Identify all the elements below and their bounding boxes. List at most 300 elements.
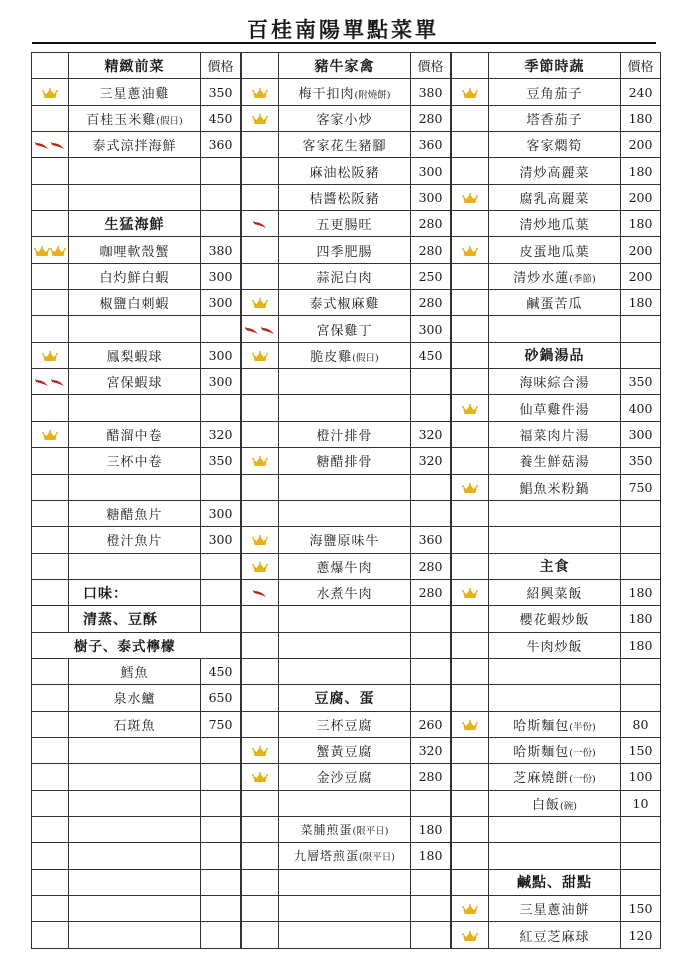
icon-cell bbox=[242, 105, 279, 131]
dish-name bbox=[489, 421, 621, 447]
dish-name bbox=[279, 316, 411, 342]
price-header: 價格 bbox=[411, 53, 451, 79]
icon-cell bbox=[452, 579, 489, 605]
icon-cell bbox=[242, 448, 279, 474]
icon-cell bbox=[32, 290, 69, 316]
dish-price: 280 bbox=[411, 764, 451, 790]
icon-cell bbox=[242, 500, 279, 526]
crown-icon bbox=[252, 298, 268, 309]
dish-name bbox=[489, 290, 621, 316]
icon-cell bbox=[32, 527, 69, 553]
dish-name-text: 鹹蛋苦瓜 bbox=[526, 297, 583, 313]
dish-note: (一份) bbox=[569, 748, 596, 760]
dish-name-text: 清炒高麗菜 bbox=[519, 165, 590, 181]
table-row bbox=[32, 790, 661, 816]
empty-cell bbox=[489, 843, 621, 869]
icon-cell bbox=[452, 869, 489, 895]
dish-price: 400 bbox=[621, 395, 661, 421]
dish-name-text: 五更腸旺 bbox=[316, 218, 373, 234]
dish-price: 450 bbox=[201, 105, 241, 131]
dish-price: 300 bbox=[201, 290, 241, 316]
menu-title: 百桂南陽單點菜單 bbox=[247, 18, 439, 42]
dish-name bbox=[489, 184, 621, 210]
dish-name bbox=[279, 342, 411, 368]
dish-note: (限平日) bbox=[352, 826, 389, 838]
category-header bbox=[279, 685, 411, 711]
empty-cell bbox=[279, 606, 411, 632]
icon-cell bbox=[242, 553, 279, 579]
icon-cell bbox=[32, 922, 69, 948]
dish-name-text: 三星蔥油餅 bbox=[519, 903, 590, 919]
section-heading bbox=[489, 869, 621, 895]
icon-cell bbox=[452, 896, 489, 922]
category-header bbox=[489, 53, 621, 79]
icon-cell bbox=[242, 290, 279, 316]
dish-price: 280 bbox=[411, 105, 451, 131]
dish-name bbox=[279, 421, 411, 447]
icon-cell bbox=[452, 369, 489, 395]
icon-cell bbox=[452, 211, 489, 237]
icon-cell bbox=[242, 474, 279, 500]
empty-cell bbox=[621, 342, 661, 368]
dish-price: 180 bbox=[621, 211, 661, 237]
icon-cell bbox=[32, 132, 69, 158]
dish-price: 180 bbox=[621, 606, 661, 632]
dish-name bbox=[279, 527, 411, 553]
dish-name bbox=[69, 448, 201, 474]
section-heading bbox=[69, 579, 201, 605]
dish-name-text: 櫻花蝦炒飯 bbox=[519, 613, 590, 629]
crown-icon bbox=[252, 772, 268, 783]
dish-name bbox=[279, 132, 411, 158]
table-row bbox=[32, 658, 661, 684]
icon-cell bbox=[452, 342, 489, 368]
chili-pepper-icon bbox=[253, 589, 267, 598]
empty-cell bbox=[279, 896, 411, 922]
icon-cell bbox=[242, 369, 279, 395]
empty-cell bbox=[411, 658, 451, 684]
dish-name-text: 清炒地瓜葉 bbox=[519, 218, 590, 234]
section-heading bbox=[69, 606, 201, 632]
table-row bbox=[32, 395, 661, 421]
icon-cell bbox=[32, 658, 69, 684]
icon-cell bbox=[452, 132, 489, 158]
dish-name-text: 宮保蝦球 bbox=[106, 376, 163, 392]
icon-cell bbox=[452, 922, 489, 948]
empty-cell bbox=[411, 632, 451, 658]
icon-cell bbox=[452, 816, 489, 842]
empty-cell bbox=[621, 685, 661, 711]
icon-cell bbox=[32, 869, 69, 895]
empty-cell bbox=[489, 658, 621, 684]
icon-cell bbox=[242, 606, 279, 632]
dish-price: 380 bbox=[201, 237, 241, 263]
icon-cell bbox=[242, 869, 279, 895]
icon-cell bbox=[452, 237, 489, 263]
table-row bbox=[32, 263, 661, 289]
dish-name-text: 脆皮雞 bbox=[310, 349, 353, 365]
icon-cell bbox=[32, 421, 69, 447]
dish-name-text: 醋溜中卷 bbox=[106, 428, 163, 444]
dish-name-text: 糖醋魚片 bbox=[106, 508, 163, 524]
icon-cell bbox=[242, 632, 279, 658]
chili-pepper-icon bbox=[51, 141, 65, 150]
dish-price: 150 bbox=[621, 896, 661, 922]
table-row bbox=[32, 816, 661, 842]
dish-price: 750 bbox=[201, 711, 241, 737]
dish-price: 350 bbox=[621, 448, 661, 474]
dish-note: (假日) bbox=[156, 115, 183, 127]
icon-cell bbox=[452, 632, 489, 658]
table-row bbox=[32, 685, 661, 711]
empty-cell bbox=[201, 869, 241, 895]
dish-name-text: 哈斯麵包 bbox=[513, 718, 570, 734]
dish-name bbox=[279, 79, 411, 105]
dish-name bbox=[489, 896, 621, 922]
dish-name-text: 桔醬松阪豬 bbox=[309, 191, 380, 207]
dish-name bbox=[69, 290, 201, 316]
icon-cell bbox=[452, 737, 489, 763]
crown-icon bbox=[462, 931, 478, 942]
empty-cell bbox=[201, 922, 241, 948]
empty-cell bbox=[201, 395, 241, 421]
dish-name bbox=[489, 132, 621, 158]
table-row bbox=[32, 132, 661, 158]
dish-name-text: 客家小炒 bbox=[316, 112, 373, 128]
dish-name bbox=[489, 474, 621, 500]
icon-cell bbox=[242, 79, 279, 105]
empty-cell bbox=[411, 685, 451, 711]
dish-name bbox=[279, 184, 411, 210]
dish-note: (半份) bbox=[569, 721, 596, 733]
icon-cell bbox=[32, 500, 69, 526]
menu-table bbox=[31, 52, 661, 949]
table-row bbox=[32, 53, 661, 79]
dish-price: 320 bbox=[201, 421, 241, 447]
crown-icon bbox=[34, 246, 50, 257]
empty-cell bbox=[279, 632, 411, 658]
icon-cell bbox=[242, 922, 279, 948]
heading-text: 豬牛家禽 bbox=[314, 58, 375, 75]
dish-name bbox=[279, 105, 411, 131]
dish-note: (限平日) bbox=[359, 852, 395, 864]
price-header: 價格 bbox=[201, 53, 241, 79]
icon-cell bbox=[32, 184, 69, 210]
icon-cell bbox=[452, 685, 489, 711]
dish-name bbox=[279, 843, 411, 869]
dish-name bbox=[279, 158, 411, 184]
dish-name-text: 宮保雞丁 bbox=[316, 323, 373, 339]
chili-pepper-icon bbox=[253, 220, 267, 229]
dish-name bbox=[279, 448, 411, 474]
table-row bbox=[32, 474, 661, 500]
dish-price: 360 bbox=[411, 132, 451, 158]
icon-cell bbox=[242, 263, 279, 289]
dish-name bbox=[489, 105, 621, 131]
empty-cell bbox=[411, 790, 451, 816]
crown-icon bbox=[462, 904, 478, 915]
icon-cell bbox=[242, 342, 279, 368]
dish-name bbox=[69, 527, 201, 553]
empty-cell bbox=[69, 896, 201, 922]
icon-cell bbox=[32, 474, 69, 500]
dish-name bbox=[279, 711, 411, 737]
empty-cell bbox=[69, 395, 201, 421]
dish-name bbox=[489, 579, 621, 605]
dish-price: 180 bbox=[411, 843, 451, 869]
dish-name bbox=[489, 922, 621, 948]
dish-name-text: 咖哩軟殼蟹 bbox=[99, 244, 170, 260]
icon-cell bbox=[32, 237, 69, 263]
category-header bbox=[69, 53, 201, 79]
dish-name bbox=[279, 579, 411, 605]
heading-text: 豆腐、蛋 bbox=[314, 690, 375, 707]
dish-name bbox=[69, 342, 201, 368]
dish-price: 300 bbox=[411, 158, 451, 184]
table-row bbox=[32, 896, 661, 922]
empty-cell bbox=[69, 790, 201, 816]
dish-name bbox=[489, 764, 621, 790]
icon-cell bbox=[32, 105, 69, 131]
icon-cell bbox=[452, 474, 489, 500]
dish-name-text: 客家花生豬腳 bbox=[302, 139, 387, 155]
empty-cell bbox=[411, 395, 451, 421]
dish-price: 300 bbox=[621, 421, 661, 447]
table-row bbox=[32, 290, 661, 316]
dish-name-text: 哈斯麵包 bbox=[513, 745, 570, 761]
table-row bbox=[32, 211, 661, 237]
icon-cell bbox=[242, 158, 279, 184]
empty-cell bbox=[621, 553, 661, 579]
crown-icon bbox=[462, 193, 478, 204]
dish-name bbox=[489, 737, 621, 763]
dish-name bbox=[489, 79, 621, 105]
crown-icon bbox=[462, 246, 478, 257]
icon-cell bbox=[452, 764, 489, 790]
table-row bbox=[32, 79, 661, 105]
dish-name-text: 泰式涼拌海鮮 bbox=[92, 139, 177, 155]
icon-cell bbox=[242, 711, 279, 737]
dish-name bbox=[69, 685, 201, 711]
icon-cell bbox=[32, 553, 69, 579]
dish-price: 180 bbox=[621, 579, 661, 605]
price-header: 價格 bbox=[621, 53, 661, 79]
dish-price: 100 bbox=[621, 764, 661, 790]
icon-cell bbox=[32, 711, 69, 737]
dish-name-text: 腐乳高麗菜 bbox=[519, 191, 590, 207]
table-row bbox=[32, 316, 661, 342]
dish-name bbox=[69, 79, 201, 105]
icon-cell bbox=[32, 79, 69, 105]
empty-cell bbox=[279, 790, 411, 816]
empty-cell bbox=[621, 527, 661, 553]
dish-name-text: 蔥爆牛肉 bbox=[316, 560, 373, 576]
heading-text: 精緻前菜 bbox=[104, 58, 165, 75]
empty-cell bbox=[489, 685, 621, 711]
table-row bbox=[32, 527, 661, 553]
empty-cell bbox=[621, 500, 661, 526]
icon-cell bbox=[242, 737, 279, 763]
icon-cell bbox=[242, 421, 279, 447]
dish-name-text: 梅干扣肉 bbox=[298, 86, 355, 102]
icon-cell bbox=[242, 764, 279, 790]
empty-cell bbox=[489, 316, 621, 342]
dish-price: 200 bbox=[621, 132, 661, 158]
table-row bbox=[32, 632, 661, 658]
icon-cell bbox=[452, 290, 489, 316]
dish-price: 750 bbox=[621, 474, 661, 500]
icon-cell bbox=[32, 448, 69, 474]
empty-cell bbox=[489, 500, 621, 526]
dish-name-text: 橙汁魚片 bbox=[106, 534, 163, 550]
icon-cell bbox=[32, 53, 69, 79]
icon-cell bbox=[452, 316, 489, 342]
crown-icon bbox=[252, 88, 268, 99]
icon-cell bbox=[242, 790, 279, 816]
dish-name bbox=[69, 711, 201, 737]
section-heading: 樹子、泰式檸檬 bbox=[32, 632, 241, 658]
empty-cell bbox=[279, 869, 411, 895]
table-row bbox=[32, 553, 661, 579]
dish-name bbox=[489, 711, 621, 737]
dish-price: 10 bbox=[621, 790, 661, 816]
dish-name bbox=[69, 369, 201, 395]
dish-name-text: 白灼鮮白蝦 bbox=[99, 270, 170, 286]
dish-name bbox=[69, 421, 201, 447]
dish-name-text: 仙草雞件湯 bbox=[519, 402, 590, 418]
dish-name-text: 福菜肉片湯 bbox=[519, 428, 590, 444]
crown-icon bbox=[252, 535, 268, 546]
dish-price: 300 bbox=[201, 369, 241, 395]
empty-cell bbox=[621, 316, 661, 342]
dish-name-text: 海鹽原味牛 bbox=[309, 534, 380, 550]
dish-name bbox=[489, 158, 621, 184]
heading-text: 主食 bbox=[539, 559, 570, 576]
chili-pepper-icon bbox=[51, 378, 65, 387]
dish-name-text: 三杯中卷 bbox=[106, 455, 163, 471]
icon-cell bbox=[452, 790, 489, 816]
dish-name-text: 鳳梨蝦球 bbox=[106, 349, 163, 365]
dish-name-text: 金沙豆腐 bbox=[316, 771, 373, 787]
dish-name-text: 鱈魚 bbox=[120, 666, 149, 682]
chili-pepper-icon bbox=[245, 326, 259, 335]
dish-price: 350 bbox=[201, 448, 241, 474]
dish-name-text: 石斑魚 bbox=[113, 718, 156, 734]
empty-cell bbox=[489, 527, 621, 553]
section-heading bbox=[489, 342, 621, 368]
dish-price: 280 bbox=[411, 553, 451, 579]
empty-cell bbox=[201, 816, 241, 842]
dish-price: 360 bbox=[201, 132, 241, 158]
crown-icon bbox=[252, 456, 268, 467]
table-row bbox=[32, 500, 661, 526]
heading-text: 口味： bbox=[83, 585, 128, 602]
dish-name-text: 九層塔煎蛋 bbox=[294, 849, 360, 864]
empty-cell bbox=[201, 896, 241, 922]
dish-name bbox=[279, 237, 411, 263]
dish-name-text: 三星蔥油雞 bbox=[99, 86, 170, 102]
dish-name-text: 清炒水蓮 bbox=[513, 270, 570, 286]
crown-icon bbox=[42, 88, 58, 99]
icon-cell bbox=[452, 843, 489, 869]
icon-cell bbox=[32, 211, 69, 237]
dish-price: 180 bbox=[621, 158, 661, 184]
title-underline bbox=[32, 42, 656, 44]
table-row bbox=[32, 711, 661, 737]
icon-cell bbox=[452, 263, 489, 289]
empty-cell bbox=[279, 658, 411, 684]
icon-cell bbox=[242, 658, 279, 684]
heading-text: 生猛海鮮 bbox=[104, 216, 165, 233]
empty-cell bbox=[201, 579, 241, 605]
dish-price: 280 bbox=[411, 211, 451, 237]
dish-name-text: 客家燜筍 bbox=[526, 139, 583, 155]
table-row bbox=[32, 158, 661, 184]
crown-icon bbox=[462, 404, 478, 415]
icon-cell bbox=[32, 579, 69, 605]
table-row bbox=[32, 764, 661, 790]
icon-cell bbox=[452, 79, 489, 105]
icon-cell bbox=[32, 395, 69, 421]
chili-pepper-icon bbox=[35, 141, 49, 150]
dish-name-text: 海味綜合湯 bbox=[519, 376, 590, 392]
crown-icon bbox=[252, 746, 268, 757]
empty-cell bbox=[69, 816, 201, 842]
heading-text: 季節時蔬 bbox=[524, 58, 585, 75]
icon-cell bbox=[242, 132, 279, 158]
crown-icon bbox=[252, 562, 268, 573]
icon-cell bbox=[452, 448, 489, 474]
empty-cell bbox=[279, 474, 411, 500]
empty-cell bbox=[411, 474, 451, 500]
empty-cell bbox=[69, 764, 201, 790]
dish-note: (附燒餅) bbox=[354, 89, 391, 101]
table-row bbox=[32, 843, 661, 869]
dish-note: (季節) bbox=[569, 273, 596, 285]
table-row bbox=[32, 342, 661, 368]
crown-icon bbox=[42, 351, 58, 362]
table-row bbox=[32, 237, 661, 263]
table-row bbox=[32, 579, 661, 605]
dish-name-text: 白飯 bbox=[532, 797, 561, 813]
empty-cell bbox=[69, 184, 201, 210]
heading-text: 清蒸、豆酥 bbox=[83, 611, 158, 628]
icon-cell bbox=[242, 316, 279, 342]
dish-price: 360 bbox=[411, 527, 451, 553]
dish-name-text: 皮蛋地瓜葉 bbox=[519, 244, 590, 260]
dish-price: 200 bbox=[621, 237, 661, 263]
empty-cell bbox=[201, 211, 241, 237]
empty-cell bbox=[411, 500, 451, 526]
dish-name bbox=[279, 553, 411, 579]
dish-name bbox=[69, 237, 201, 263]
menu-rows bbox=[32, 53, 661, 949]
empty-cell bbox=[201, 843, 241, 869]
icon-cell bbox=[32, 158, 69, 184]
empty-cell bbox=[201, 158, 241, 184]
dish-price: 300 bbox=[201, 500, 241, 526]
section-heading bbox=[489, 553, 621, 579]
dish-name bbox=[69, 658, 201, 684]
icon-cell bbox=[242, 527, 279, 553]
dish-name bbox=[69, 263, 201, 289]
dish-name bbox=[279, 263, 411, 289]
icon-cell bbox=[452, 553, 489, 579]
empty-cell bbox=[201, 606, 241, 632]
dish-price: 650 bbox=[201, 685, 241, 711]
icon-cell bbox=[242, 184, 279, 210]
table-row bbox=[32, 869, 661, 895]
